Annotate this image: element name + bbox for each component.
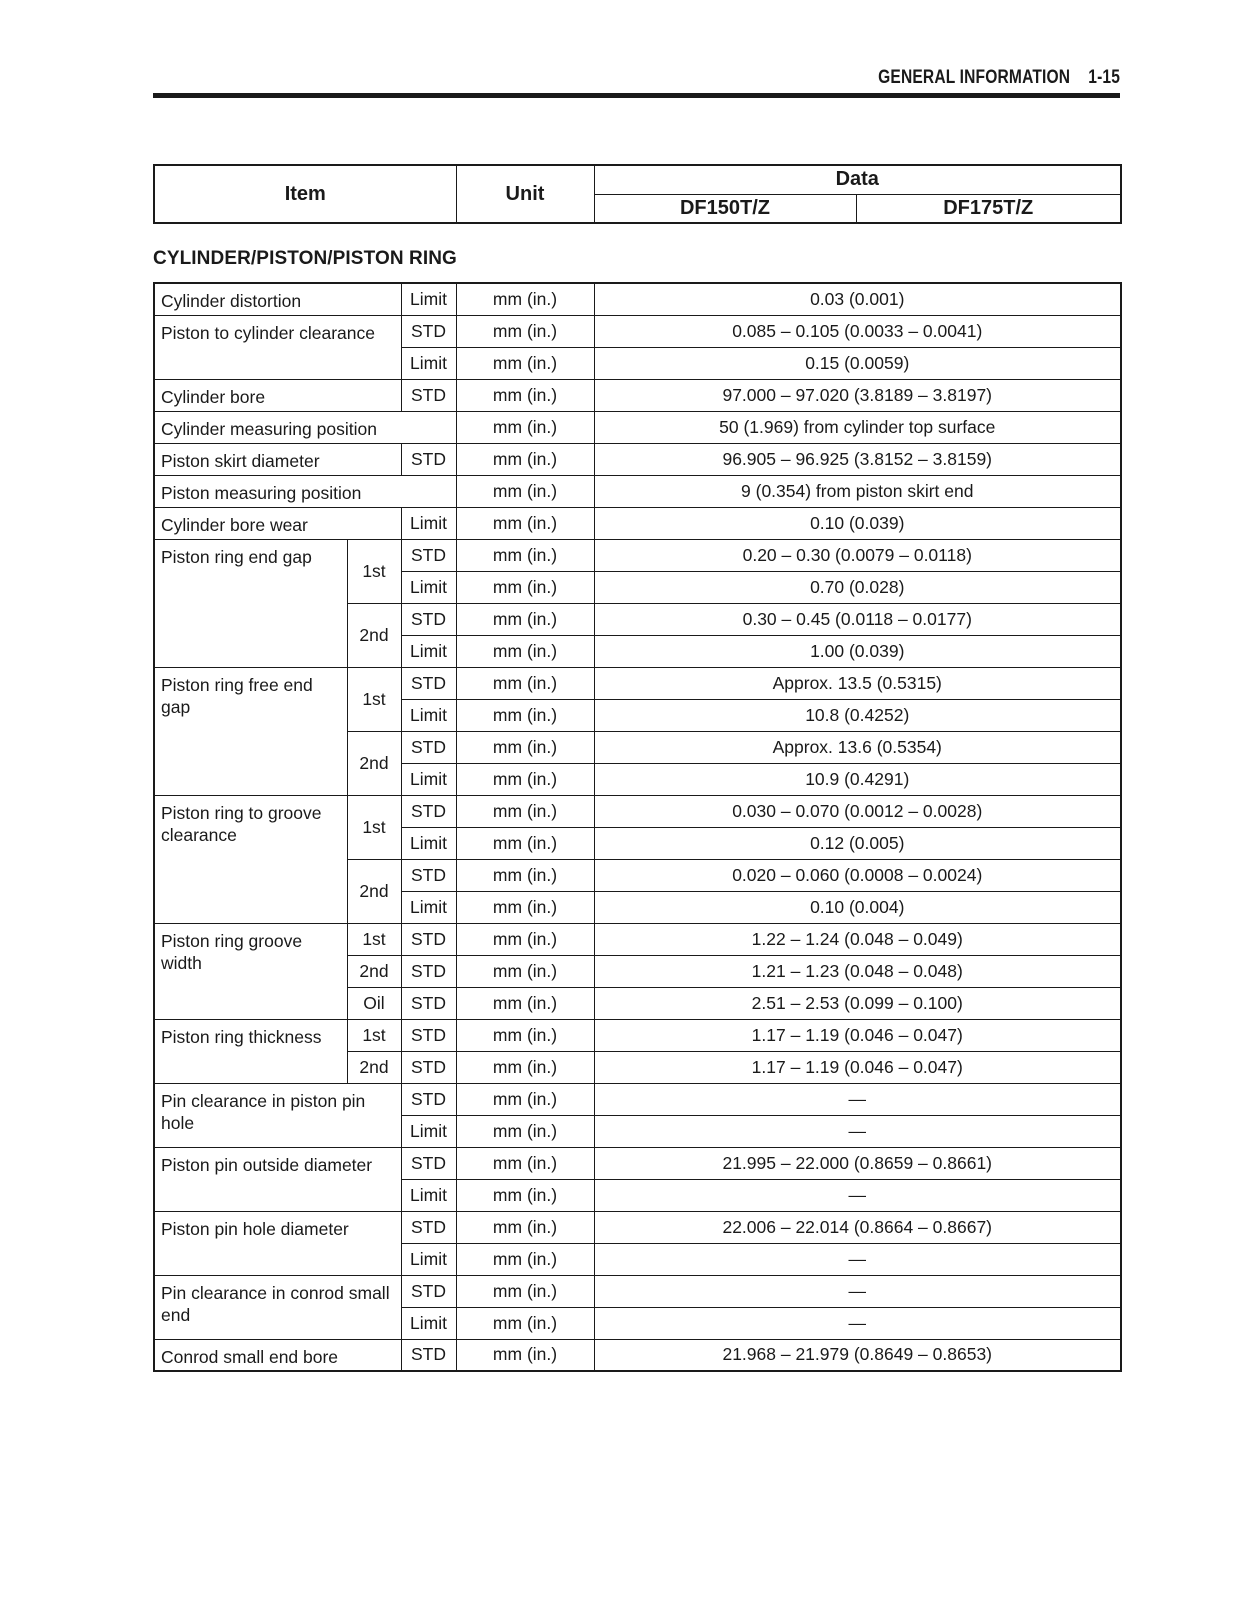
kind-cell: STD (401, 1083, 456, 1115)
value-cell: 0.12 (0.005) (594, 827, 1121, 859)
unit-cell: mm (in.) (456, 347, 594, 379)
kind-cell: STD (401, 379, 456, 411)
ring-cell: 1st (347, 795, 401, 859)
kind-cell: Limit (401, 347, 456, 379)
ring-cell: 2nd (347, 603, 401, 667)
item-cell: Piston to cylinder clearance (154, 315, 401, 379)
unit-cell: mm (in.) (456, 1147, 594, 1179)
table-row (154, 1339, 1121, 1371)
unit-cell: mm (in.) (456, 1275, 594, 1307)
table-row (154, 667, 1121, 699)
kind-cell: STD (401, 315, 456, 347)
ring-cell: 2nd (347, 859, 401, 923)
kind-cell: Limit (401, 571, 456, 603)
unit-cell: mm (in.) (456, 1083, 594, 1115)
unit-cell: mm (in.) (456, 315, 594, 347)
table-row (154, 1211, 1121, 1243)
table-row (154, 1275, 1121, 1307)
kind-cell: STD (401, 667, 456, 699)
table-row (154, 507, 1121, 539)
unit-cell: mm (in.) (456, 1307, 594, 1339)
kind-cell: Limit (401, 507, 456, 539)
value-cell: 0.020 – 0.060 (0.0008 – 0.0024) (594, 859, 1121, 891)
kind-cell: STD (401, 1147, 456, 1179)
value-cell: Approx. 13.5 (0.5315) (594, 667, 1121, 699)
item-cell: Piston ring to groove clearance (154, 795, 347, 923)
value-cell: 22.006 – 22.014 (0.8664 – 0.8667) (594, 1211, 1121, 1243)
value-cell: 9 (0.354) from piston skirt end (594, 475, 1121, 507)
kind-cell: STD (401, 1051, 456, 1083)
kind-cell: STD (401, 731, 456, 763)
value-cell: — (594, 1307, 1121, 1339)
item-cell: Piston ring free end gap (154, 667, 347, 795)
value-cell: — (594, 1115, 1121, 1147)
unit-cell: mm (in.) (456, 667, 594, 699)
table-row (154, 1147, 1121, 1179)
item-cell: Cylinder bore (154, 379, 401, 411)
ring-cell: 1st (347, 1019, 401, 1051)
kind-cell: Limit (401, 635, 456, 667)
item-cell: Piston skirt diameter (154, 443, 401, 475)
unit-cell: mm (in.) (456, 1243, 594, 1275)
ring-cell: 1st (347, 667, 401, 731)
value-cell: — (594, 1083, 1121, 1115)
unit-cell: mm (in.) (456, 411, 594, 443)
value-cell: 97.000 – 97.020 (3.8189 – 3.8197) (594, 379, 1121, 411)
value-cell: 10.8 (0.4252) (594, 699, 1121, 731)
value-cell: 1.22 – 1.24 (0.048 – 0.049) (594, 923, 1121, 955)
value-cell: 1.17 – 1.19 (0.046 – 0.047) (594, 1019, 1121, 1051)
kind-cell: STD (401, 955, 456, 987)
unit-cell: mm (in.) (456, 603, 594, 635)
table-row (154, 475, 1121, 507)
ring-cell: Oil (347, 987, 401, 1019)
value-cell: 0.085 – 0.105 (0.0033 – 0.0041) (594, 315, 1121, 347)
item-cell: Piston pin outside diameter (154, 1147, 401, 1211)
value-cell: 10.9 (0.4291) (594, 763, 1121, 795)
item-cell: Conrod small end bore (154, 1339, 401, 1371)
table-row (154, 379, 1121, 411)
kind-cell: Limit (401, 763, 456, 795)
value-cell: 0.10 (0.039) (594, 507, 1121, 539)
unit-cell: mm (in.) (456, 955, 594, 987)
kind-cell: Limit (401, 283, 456, 315)
value-cell: 96.905 – 96.925 (3.8152 – 3.8159) (594, 443, 1121, 475)
kind-cell: STD (401, 603, 456, 635)
page-number: 1-15 (1088, 67, 1120, 88)
table-row (154, 1019, 1121, 1051)
header-text (878, 67, 1120, 89)
kind-cell: STD (401, 923, 456, 955)
unit-cell: mm (in.) (456, 923, 594, 955)
ring-cell: 1st (347, 539, 401, 603)
value-cell: 0.15 (0.0059) (594, 347, 1121, 379)
item-cell: Piston ring end gap (154, 539, 347, 667)
spec-table (153, 282, 1122, 1372)
kind-cell: STD (401, 1339, 456, 1371)
value-cell: 0.20 – 0.30 (0.0079 – 0.0118) (594, 539, 1121, 571)
kind-cell: Limit (401, 891, 456, 923)
unit-cell: mm (in.) (456, 539, 594, 571)
unit-cell: mm (in.) (456, 1339, 594, 1371)
kind-cell: Limit (401, 827, 456, 859)
unit-cell: mm (in.) (456, 795, 594, 827)
table-row (154, 315, 1121, 347)
header-title: GENERAL INFORMATION (878, 67, 1071, 88)
value-cell: Approx. 13.6 (0.5354) (594, 731, 1121, 763)
table-row (154, 443, 1121, 475)
unit-cell: mm (in.) (456, 571, 594, 603)
unit-cell: mm (in.) (456, 827, 594, 859)
item-column-header: Item (154, 165, 456, 223)
value-cell: — (594, 1243, 1121, 1275)
unit-cell: mm (in.) (456, 443, 594, 475)
table-row (154, 283, 1121, 315)
value-cell: — (594, 1275, 1121, 1307)
value-cell: 1.21 – 1.23 (0.048 – 0.048) (594, 955, 1121, 987)
kind-cell: STD (401, 539, 456, 571)
ring-cell: 2nd (347, 955, 401, 987)
page-header (153, 62, 1120, 98)
kind-cell: Limit (401, 1115, 456, 1147)
column-header-table (153, 164, 1122, 224)
value-cell: 21.995 – 22.000 (0.8659 – 0.8661) (594, 1147, 1121, 1179)
unit-cell: mm (in.) (456, 635, 594, 667)
value-cell: 0.030 – 0.070 (0.0012 – 0.0028) (594, 795, 1121, 827)
value-cell: 2.51 – 2.53 (0.099 – 0.100) (594, 987, 1121, 1019)
kind-cell: STD (401, 1019, 456, 1051)
unit-column-header: Unit (456, 165, 594, 223)
section-title: CYLINDER/PISTON/PISTON RING (153, 248, 457, 269)
item-cell: Pin clearance in conrod small end (154, 1275, 401, 1339)
table-row (154, 1083, 1121, 1115)
item-cell: Piston measuring position (154, 475, 456, 507)
item-cell: Piston ring groove width (154, 923, 347, 1019)
model-df175-header: DF175T/Z (856, 194, 1121, 223)
unit-cell: mm (in.) (456, 987, 594, 1019)
kind-cell: STD (401, 987, 456, 1019)
table-row (154, 795, 1121, 827)
item-cell: Cylinder bore wear (154, 507, 401, 539)
unit-cell: mm (in.) (456, 699, 594, 731)
ring-cell: 2nd (347, 1051, 401, 1083)
value-cell: 0.30 – 0.45 (0.0118 – 0.0177) (594, 603, 1121, 635)
kind-cell: Limit (401, 1307, 456, 1339)
data-column-header: Data (594, 165, 1121, 194)
value-cell: 0.10 (0.004) (594, 891, 1121, 923)
value-cell: 1.00 (0.039) (594, 635, 1121, 667)
unit-cell: mm (in.) (456, 507, 594, 539)
kind-cell: Limit (401, 1243, 456, 1275)
unit-cell: mm (in.) (456, 731, 594, 763)
kind-cell: Limit (401, 1179, 456, 1211)
unit-cell: mm (in.) (456, 475, 594, 507)
value-cell: 0.70 (0.028) (594, 571, 1121, 603)
item-cell: Cylinder distortion (154, 283, 401, 315)
table-row (154, 923, 1121, 955)
unit-cell: mm (in.) (456, 379, 594, 411)
ring-cell: 1st (347, 923, 401, 955)
unit-cell: mm (in.) (456, 763, 594, 795)
item-cell: Piston pin hole diameter (154, 1211, 401, 1275)
table-row (154, 411, 1121, 443)
unit-cell: mm (in.) (456, 1115, 594, 1147)
value-cell: 1.17 – 1.19 (0.046 – 0.047) (594, 1051, 1121, 1083)
kind-cell: STD (401, 795, 456, 827)
model-df150-header: DF150T/Z (594, 194, 856, 223)
unit-cell: mm (in.) (456, 859, 594, 891)
item-cell: Pin clearance in piston pin hole (154, 1083, 401, 1147)
kind-cell: STD (401, 1275, 456, 1307)
kind-cell: STD (401, 1211, 456, 1243)
unit-cell: mm (in.) (456, 283, 594, 315)
unit-cell: mm (in.) (456, 891, 594, 923)
ring-cell: 2nd (347, 731, 401, 795)
unit-cell: mm (in.) (456, 1211, 594, 1243)
unit-cell: mm (in.) (456, 1179, 594, 1211)
kind-cell: Limit (401, 699, 456, 731)
value-cell: 50 (1.969) from cylinder top surface (594, 411, 1121, 443)
unit-cell: mm (in.) (456, 1019, 594, 1051)
kind-cell: STD (401, 443, 456, 475)
item-cell: Cylinder measuring position (154, 411, 456, 443)
item-cell: Piston ring thickness (154, 1019, 347, 1083)
table-row (154, 539, 1121, 571)
value-cell: 21.968 – 21.979 (0.8649 – 0.8653) (594, 1339, 1121, 1371)
value-cell: 0.03 (0.001) (594, 283, 1121, 315)
unit-cell: mm (in.) (456, 1051, 594, 1083)
value-cell: — (594, 1179, 1121, 1211)
kind-cell: STD (401, 859, 456, 891)
